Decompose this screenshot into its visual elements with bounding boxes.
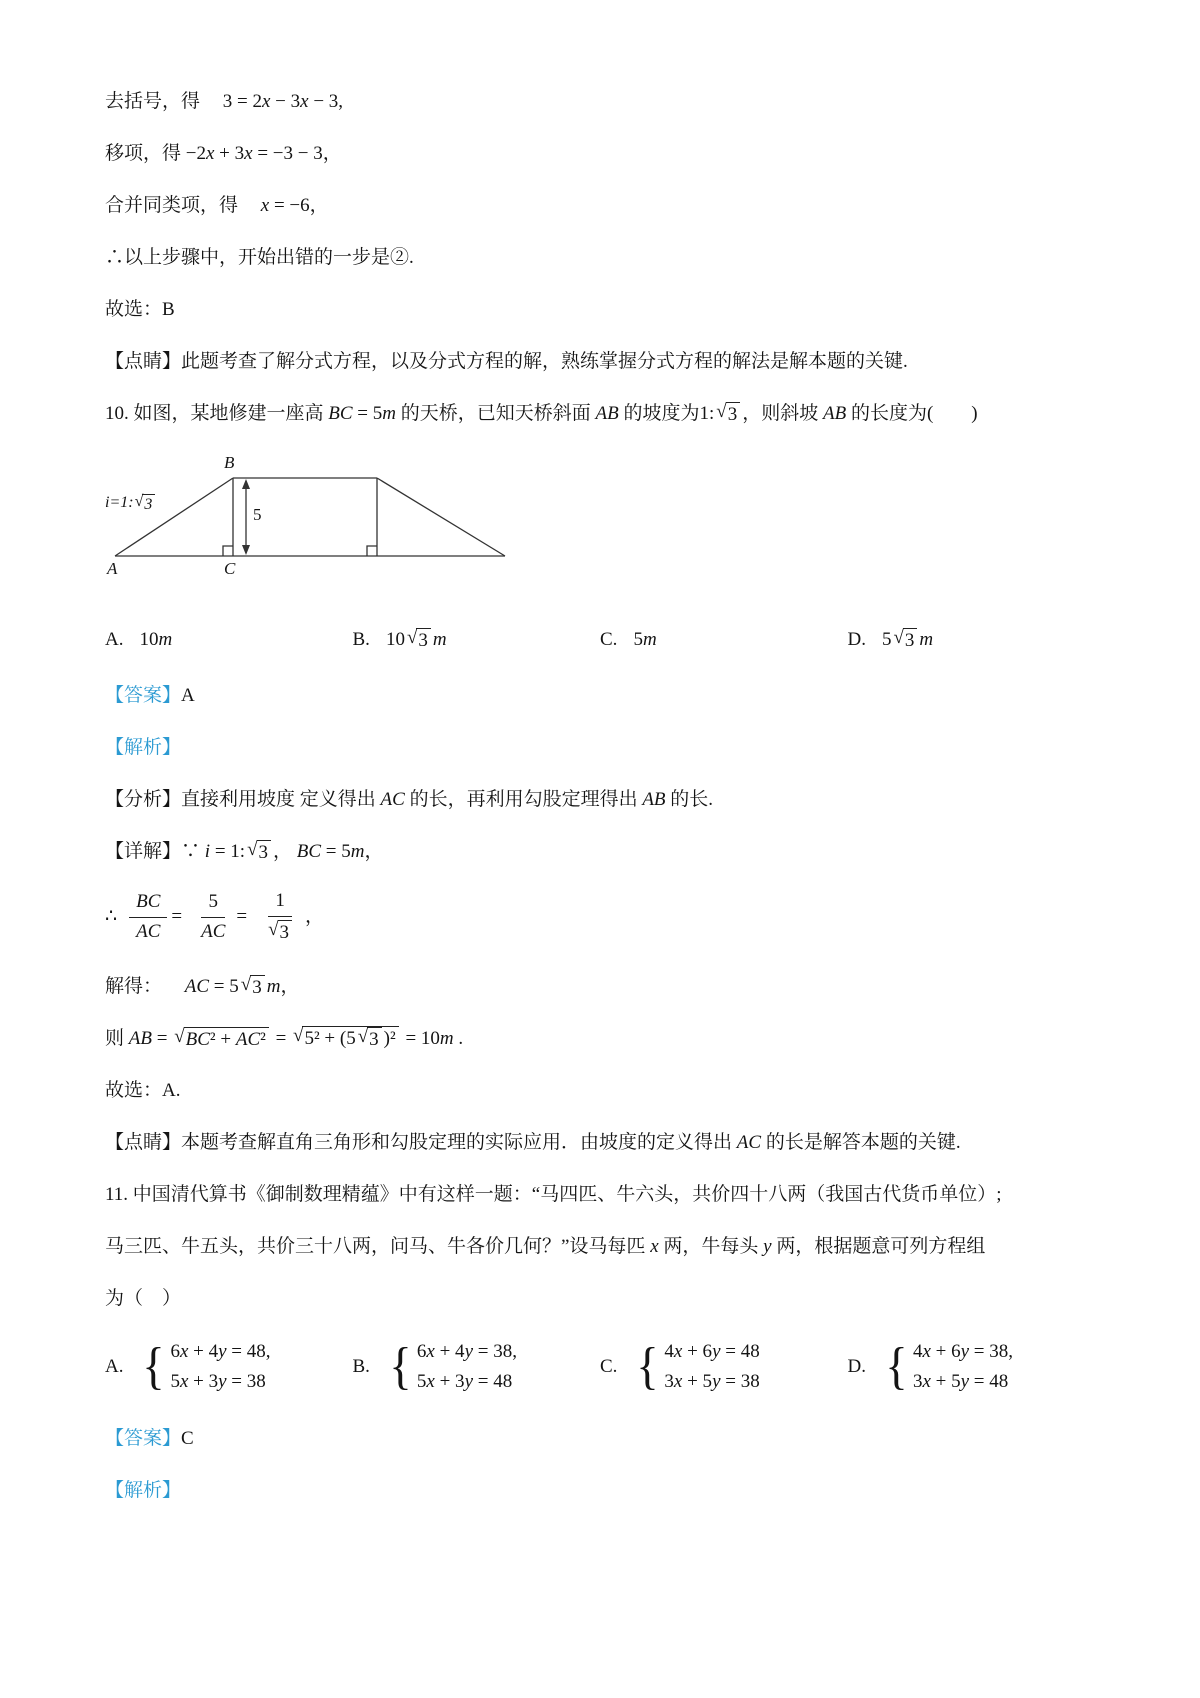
- equation-1: 6x + 4y = 48,: [170, 1340, 271, 1362]
- ab-lhs: AB =: [128, 1027, 168, 1049]
- answer-letter: A: [181, 685, 195, 706]
- sqrt-expression: [716, 402, 740, 427]
- q10-ab-label: AB: [822, 403, 847, 424]
- option-key: B.: [352, 629, 370, 650]
- option-key: A.: [105, 629, 124, 650]
- slope-ratio-text: i=1:: [105, 494, 134, 511]
- q11-option-a: [105, 1337, 353, 1397]
- punctuation: .: [458, 1027, 464, 1049]
- answer-tag: 【答案】: [105, 1427, 182, 1449]
- equation-system: [417, 1337, 517, 1397]
- equation-system: [913, 1337, 1013, 1397]
- option-key: C.: [600, 1355, 618, 1377]
- punctuation: ，: [305, 906, 325, 928]
- fraction-5-ac: [194, 891, 232, 944]
- radicand: 3: [416, 628, 431, 653]
- q11-stem-line3: [105, 1285, 1095, 1313]
- denominator: [259, 917, 301, 945]
- choice-text: 故选：A.: [105, 1079, 181, 1101]
- math-ac: AC: [736, 1131, 762, 1153]
- radical-sign: √: [357, 1026, 369, 1048]
- q10-stem: [105, 400, 1095, 428]
- remark-tag: 【点睛】: [105, 351, 182, 372]
- q11-stem-text: 两，根据题意可列方程组: [776, 1235, 986, 1257]
- option-key: A.: [105, 1355, 124, 1377]
- answer-tag: 【答案】: [105, 685, 182, 706]
- q10-stem-text: 的长度为( ): [850, 403, 978, 424]
- q10-stem-text: ，则斜坡: [742, 403, 819, 424]
- q10-detail-line: [105, 838, 1095, 866]
- method-text: 的长.: [670, 789, 714, 810]
- radical-sign: √: [268, 918, 279, 940]
- option-value-post: m: [432, 629, 447, 650]
- detail-tag: 【详解】: [105, 841, 182, 862]
- step-equation: −2x + 3x = −3 − 3: [185, 143, 323, 164]
- math-ac: AC: [380, 789, 405, 810]
- equation-2: 5x + 3y = 38: [170, 1370, 266, 1392]
- q10-stem-text: 的坡度为: [623, 403, 700, 424]
- solution-step-move-terms: [105, 140, 1095, 168]
- sqrt-expression: [135, 494, 156, 515]
- q10-option-d: [848, 626, 1096, 654]
- sqrt-expression: [293, 1026, 399, 1052]
- point-label-b: B: [224, 453, 235, 472]
- answer-letter: C: [181, 1427, 194, 1449]
- option-value-post: m: [919, 629, 934, 650]
- fraction-bc-ac: [129, 891, 167, 944]
- q10-figure: [105, 452, 535, 592]
- q10-option-a: [105, 626, 353, 654]
- q10-analysis-tag-line: [105, 734, 1095, 762]
- bridge-diagram: [105, 452, 535, 592]
- radicand: 3: [250, 975, 265, 1000]
- q11-stem-line1: [105, 1181, 1095, 1209]
- nested-sqrt-expression: [358, 1027, 382, 1052]
- option-key: D.: [847, 629, 866, 650]
- step-label: 移项，得: [105, 143, 182, 164]
- height-label: 5: [253, 505, 262, 524]
- q10-bc-value: BC = 5m: [328, 403, 396, 424]
- q11-answer-line: [105, 1425, 1095, 1453]
- equation-2: 5x + 3y = 48: [416, 1370, 513, 1392]
- point-label-c: C: [224, 559, 236, 578]
- q10-stem-text: 的天桥，已知天桥斜面: [400, 403, 591, 424]
- numerator: BC: [129, 891, 167, 918]
- radicand: BC² + AC²: [184, 1027, 269, 1052]
- sqrt-expression: [174, 1027, 269, 1052]
- answer-choice-line: [105, 296, 1095, 324]
- q10-solve-line: [105, 973, 1095, 1001]
- radicand: 3: [142, 494, 155, 515]
- radicand: 3: [726, 402, 741, 427]
- option-value: 5m: [633, 629, 657, 650]
- q11-analysis-tag-line: [105, 1477, 1095, 1505]
- remark-tag: 【点睛】: [105, 1131, 182, 1153]
- radical-sign: √: [893, 626, 904, 648]
- sqrt-expression: [893, 628, 917, 653]
- analysis-tag: 【解析】: [105, 1479, 182, 1501]
- equals-sign: =: [275, 1027, 287, 1049]
- q10-options: [105, 626, 1095, 654]
- q11-option-b: [353, 1337, 601, 1397]
- fraction-1-sqrt3: [259, 890, 301, 945]
- variable-x: x: [650, 1235, 659, 1257]
- solution-conclusion: [105, 244, 1095, 272]
- method-tag: 【分析】: [105, 789, 182, 810]
- then-label: 则: [105, 1027, 125, 1049]
- solve-label: 解得：: [105, 975, 163, 997]
- step-label: 去括号，得: [105, 91, 201, 112]
- denominator: AC: [136, 920, 161, 942]
- brace-symbol: {: [636, 1337, 660, 1395]
- radicand: [302, 1026, 398, 1052]
- q10-choice-line: [105, 1077, 1095, 1105]
- sqrt-expression: [268, 920, 292, 945]
- radical-sign: √: [247, 839, 258, 861]
- radicand: 3: [903, 628, 918, 653]
- radical-sign: √: [240, 973, 252, 995]
- radical-sign: √: [134, 493, 144, 510]
- q10-remark-line: [105, 1129, 1095, 1157]
- q10-pythagoras-line: [105, 1025, 1095, 1053]
- punctuation: ，: [322, 143, 342, 164]
- punctuation: ，: [280, 975, 300, 997]
- remark-line: [105, 348, 1095, 376]
- equation-1: 6x + 4y = 38,: [416, 1340, 517, 1362]
- slope-ratio-label: [105, 494, 157, 515]
- because-symbol: ∵: [181, 841, 201, 862]
- remark-text: 此题考查了解分式方程，以及分式方程的解，熟练掌握分式方程的解法是解本题的关键.: [181, 351, 908, 372]
- option-value-pre: 10: [385, 629, 405, 650]
- punctuation: ，: [273, 841, 293, 862]
- equals-sign: =: [236, 906, 248, 928]
- sqrt-expression: [247, 840, 271, 865]
- q10-answer-line: [105, 682, 1095, 710]
- math-ab: AB: [642, 789, 666, 810]
- method-text: 的长，再利用勾股定理得出: [409, 789, 638, 810]
- q10-ab-label: AB: [595, 403, 619, 424]
- q10-number: 10.: [105, 403, 129, 424]
- answer-choice-text: 故选：B: [105, 299, 175, 320]
- point-label-a: A: [107, 559, 118, 578]
- equation-system: [170, 1337, 270, 1397]
- variable-y: y: [763, 1235, 772, 1257]
- q11-option-c: [600, 1337, 848, 1397]
- punctuation: ，: [309, 195, 329, 216]
- q10-ratio-derivation: [105, 890, 1095, 945]
- radicand-post: )²: [383, 1028, 396, 1050]
- denominator: AC: [201, 920, 226, 942]
- brace-symbol: {: [885, 1337, 908, 1395]
- analysis-tag: 【解析】: [105, 737, 182, 758]
- q10-option-c: [600, 626, 848, 654]
- equation-1: 4x + 6y = 38,: [912, 1340, 1014, 1362]
- radicand: 3: [278, 920, 293, 945]
- radical-sign: √: [293, 1025, 304, 1047]
- q10-option-b: [353, 626, 601, 654]
- q10-method-line: [105, 786, 1095, 814]
- step-equation: 3 = 2x − 3x − 3,: [222, 91, 344, 112]
- numerator: 1: [268, 890, 292, 917]
- q11-stem-text: 11. 中国清代算书《御制数理精蕴》中有这样一题：“马四匹、牛六头，共价四十八两（我国古代货币单位）;: [105, 1183, 1002, 1205]
- radicand: 3: [367, 1027, 382, 1052]
- radical-sign: √: [716, 401, 727, 423]
- q11-option-d: [848, 1337, 1096, 1397]
- solution-step-combine: [105, 192, 1095, 220]
- option-value: 10m: [139, 629, 173, 650]
- remark-text: 本题考查解直角三角形和勾股定理的实际应用．由坡度的定义得出: [181, 1131, 733, 1153]
- radicand-pre: 5² + (5: [304, 1028, 356, 1050]
- q11-stem-text: 马三匹、牛五头，共价三十八两，问马、牛各价几何？”设马每匹: [105, 1235, 646, 1257]
- remark-text: 的长是解答本题的关键.: [765, 1131, 961, 1153]
- option-value-pre: 5: [881, 629, 892, 650]
- option-key: C.: [600, 629, 618, 650]
- punctuation: ，: [364, 841, 384, 862]
- brace-symbol: {: [389, 1337, 412, 1395]
- bc-equation: BC = 5m: [296, 841, 365, 862]
- radical-sign: √: [174, 1025, 185, 1047]
- q11-stem-text: 两，牛每头: [663, 1235, 759, 1257]
- brace-symbol: {: [142, 1337, 166, 1395]
- option-key: B.: [352, 1355, 370, 1377]
- option-key: D.: [847, 1355, 866, 1377]
- step-label: 合并同类项，得: [105, 195, 239, 216]
- sqrt-expression: [407, 628, 431, 653]
- ac-result: AC = 5: [184, 975, 239, 997]
- q11-stem-text: 为（ ）: [105, 1287, 182, 1309]
- equation-1: 4x + 6y = 48: [664, 1340, 760, 1362]
- equals-sign: =: [171, 906, 183, 928]
- conclusion-text: ∴以上步骤中，开始出错的一步是②.: [105, 247, 414, 268]
- method-text: 直接利用坡度 定义得出: [181, 789, 376, 810]
- slope-equation: i = 1:: [204, 841, 246, 862]
- radical-sign: √: [406, 626, 418, 648]
- equation-system: [664, 1337, 759, 1397]
- q11-options: [105, 1337, 1095, 1397]
- radicand: 3: [257, 840, 272, 865]
- q11-stem-line2: [105, 1233, 1095, 1261]
- equation-2: 3x + 5y = 48: [912, 1370, 1009, 1392]
- solution-step-remove-brackets: [105, 88, 1095, 116]
- numerator: 5: [201, 891, 225, 918]
- ab-result: = 10m: [405, 1027, 454, 1049]
- sqrt-expression: [241, 975, 265, 1000]
- slope-ratio-pre: 1:: [699, 403, 715, 424]
- unit: m: [266, 975, 281, 997]
- therefore-symbol: ∴: [105, 906, 118, 928]
- q10-stem-text: 如图，某地修建一座高: [133, 403, 324, 424]
- step-equation: x = −6: [260, 195, 310, 216]
- equation-2: 3x + 5y = 38: [664, 1370, 760, 1392]
